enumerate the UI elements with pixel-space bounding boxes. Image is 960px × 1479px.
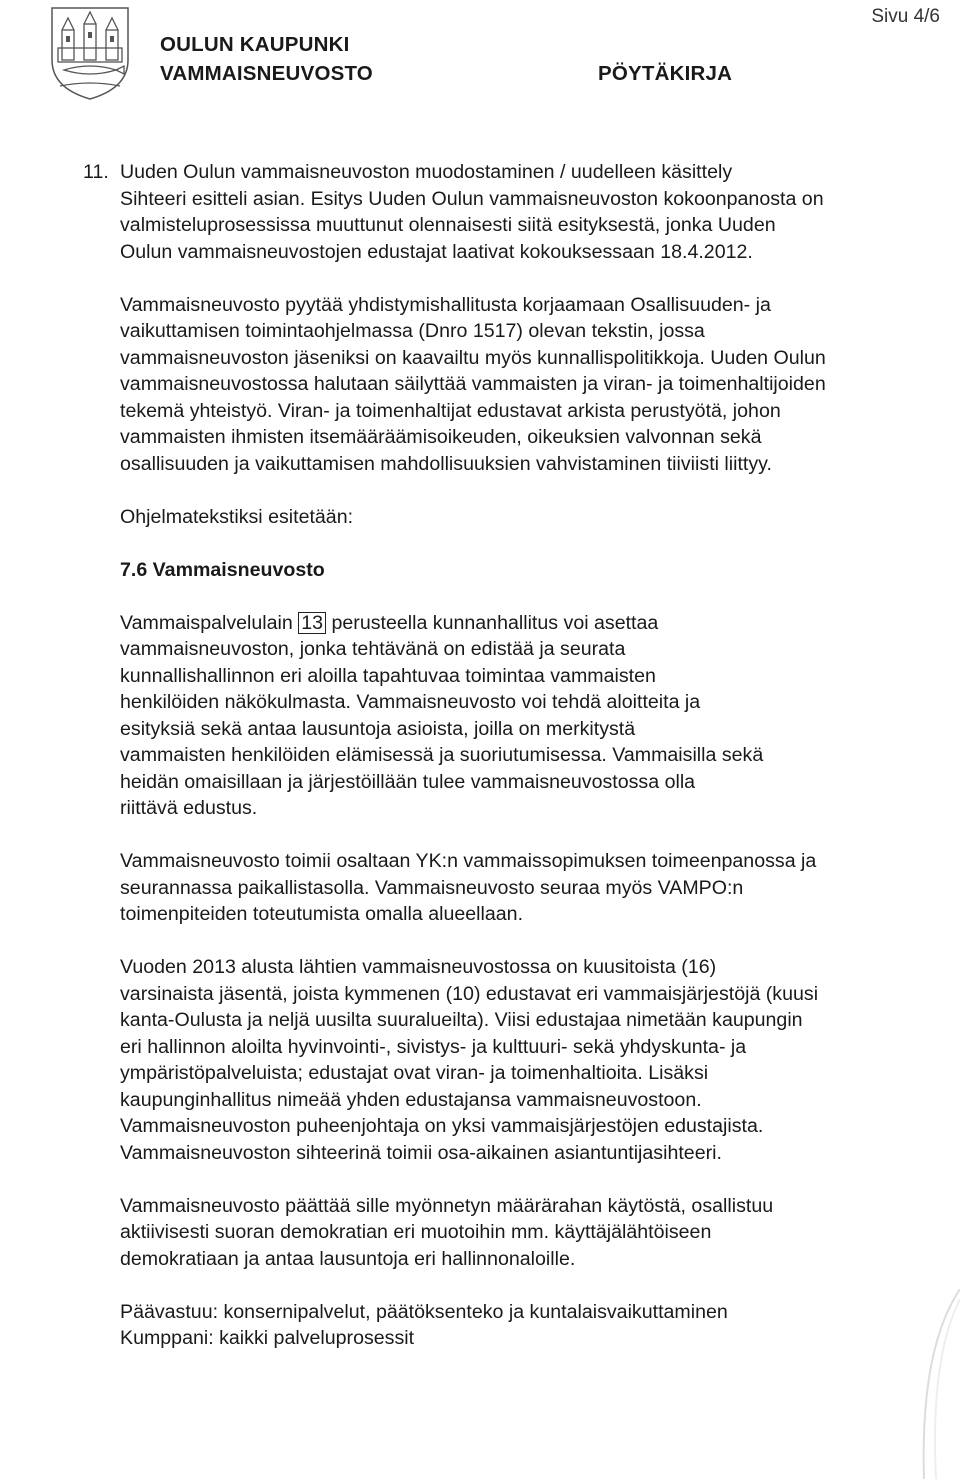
responsible-party: Päävastuu: konsernipalvelut, päätöksenteko ja kuntalaisvaikuttaminen [120, 1300, 728, 1323]
program-text-label: Ohjelmatekstiksi esitetään: [120, 505, 354, 528]
city-crest-icon [46, 2, 134, 102]
document-type: PÖYTÄKIRJA [598, 62, 733, 85]
mandate-paragraph: Vammaispalvelulain 13 perusteella kunnanhallitus voi asettaa vammaisneuvoston, jonka tehtävänä on edistää ja seurata kunnallishallinnon eri aloilla tapahtuvaa toimintaa vammaisten henkilöiden näkökulmasta. Vammaisneuvosto voi tehdä aloitteita ja esityksiä sekä antaa lausuntoja asioista, joilla on merkitystä vammaisten henkilöiden elämisessä ja suoriutumisessa. Vammaisilla sekä heidän omaisillaan ja järjestöillään tulee vammaisneuvostossa olla riittävä edustus. [120, 611, 764, 819]
law-section-number: 13 [298, 612, 326, 634]
organization-name: OULUN KAUPUNKI [160, 33, 350, 56]
intro-paragraph: Sihteeri esitteli asian. Esitys Uuden Oulun vammaisneuvoston kokoonpanosta on valmisteluprosessissa muuttunut olennaisesti siitä esityksestä, jonka Uuden Oulun vammaisneuvostojen edustajat laativat kokouksessaan 18.4.2012. [120, 187, 824, 263]
membership-paragraph: Vuoden 2013 alusta lähtien vammaisneuvostossa on kuusitoista (16) varsinaista jäsentä, joista kymmenen (10) edustavat eri vammaisjärjestöjä (kuusi kanta-Oulusta ja neljä uusilta suuralueilta). Viisi edustajaa nimetään kaupungin eri hallinnon aloilta hyvinvointi-, sivistys- ja kulttuuri- sekä yhdyskunta- ja ympäristöpalveluista; edustajat ovat viran- ja toimenhaltioita. Lisäksi kaupunginhallitus nimeää yhden edustajansa vammaisneuvostoon. Vammaisneuvoston puheenjohtaja on yksi vammaisjärjestöjen edustajista. Vammaisneuvoston sihteerinä toimii osa-aikainen asiantuntijasihteeri. [120, 956, 819, 1164]
budget-paragraph: Vammaisneuvosto päättää sille myönnetyn määrärahan käytöstä, osallistuu aktiivisesti suoran demokratian eri muotoihin mm. käyttäjälähtöiseen demokratiaan ja antaa lausuntoja eri hallinnonaloille. [120, 1194, 774, 1270]
page-fold-decoration [910, 1289, 960, 1479]
agenda-item-number: 11. [83, 161, 109, 183]
section-heading: 7.6 Vammaisneuvosto [120, 558, 325, 581]
un-convention-paragraph: Vammaisneuvosto toimii osaltaan YK:n vammaissopimuksen toimeenpanossa ja seurannassa paikallistasolla. Vammaisneuvosto seuraa myös VAMPO:n toimenpiteiden toteutumista omalla alueellaan. [120, 850, 817, 925]
agenda-item-title: 11. Uuden Oulun vammaisneuvoston muodostaminen / uudelleen käsittely [120, 159, 950, 186]
council-name: VAMMAISNEUVOSTO [160, 62, 373, 85]
partner-party: Kumppani: kaikki palveluprosessit [120, 1327, 415, 1349]
document-body [83, 159, 950, 1352]
request-paragraph: Vammaisneuvosto pyytää yhdistymishallitusta korjaamaan Osallisuuden- ja vaikuttamisen toimintaohjelmassa (Dnro 1517) olevan tekstin, jossa vammaisneuvoston jäseniksi on kaavailtu myös kunnallispolitikkoja. Uuden Oulun vammaisneuvostossa halutaan säilyttää vammaisten ja viran- ja toimenhaltijoiden tekemä yhteistyö. Viran- ja toimenhaltijat edustavat arkista perustyötä, johon vammaisten ihmisten itsemääräämisoikeuden, oikeuksien valvonnan sekä osallisuuden ja vaikuttamisen mahdollisuuksien vahvistaminen tiiviisti liittyy. [120, 293, 826, 475]
page-number: Sivu 4/6 [871, 6, 940, 27]
